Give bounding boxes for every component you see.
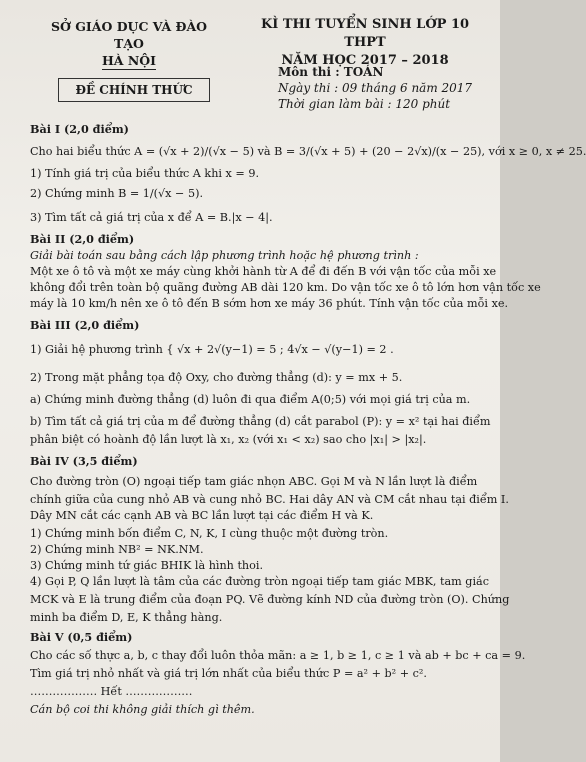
- subject-line: Môn thi : TOÁN: [278, 65, 384, 79]
- exam-text-line: 4) Gọi P, Q lần lượt là tâm của các đường tròn ngoại tiếp tam giác MBK, tam giác: [30, 575, 489, 588]
- date-line: Ngày thi : 09 tháng 6 năm 2017: [278, 81, 473, 95]
- problem-heading: Bài I (2,0 điểm): [30, 122, 129, 136]
- exam-text-line: Giải bài toán sau bằng cách lập phương trình hoặc hệ phương trình :: [30, 249, 419, 262]
- exam-meta: [278, 64, 472, 112]
- exam-title: KÌ THI TUYỂN SINH LỚP 10 THPT: [260, 17, 470, 50]
- official-exam-box: ĐỀ CHÍNH THỨC: [58, 78, 210, 102]
- exam-text-line: 1) Chứng minh bốn điểm C, N, K, I cùng thuộc một đường tròn.: [30, 527, 389, 540]
- exam-heading: [240, 16, 490, 70]
- exam-text-line: ……………… Hết ………………: [30, 685, 193, 698]
- problem-heading: Bài III (2,0 điểm): [30, 318, 140, 332]
- exam-text-line: MCK và E là trung điểm của đoạn PQ. Vẽ đường kính ND của đường tròn (O). Chứng: [30, 593, 510, 606]
- exam-text-line: 3) Tìm tất cả giá trị của x để A = B.|x − 4|.: [30, 211, 273, 224]
- exam-text-line: b) Tìm tất cả giá trị của m để đường thẳng (d) cắt parabol (P): y = x² tại hai điểm: [30, 415, 491, 428]
- department-heading: [34, 18, 224, 70]
- exam-text-line: 2) Chứng minh B = 1/(√x − 5).: [30, 187, 204, 200]
- exam-text-line: Cho hai biểu thức A = (√x + 2)/(√x − 5) và B = 3/(√x + 5) + (20 − 2√x)/(x − 25), với x ≥ 0, x ≠ 25.: [30, 145, 586, 158]
- exam-text-line: 2) Trong mặt phẳng tọa độ Oxy, cho đường thẳng (d): y = mx + 5.: [30, 371, 403, 384]
- exam-text-line: chính giữa của cung nhỏ AB và cung nhỏ BC. Hai dây AN và CM cắt nhau tại điểm I.: [30, 493, 509, 506]
- problem-heading: Bài V (0,5 điểm): [30, 630, 133, 644]
- duration-line: Thời gian làm bài : 120 phút: [278, 97, 451, 111]
- exam-text-line: Cho các số thực a, b, c thay đổi luôn thỏa mãn: a ≥ 1, b ≥ 1, c ≥ 1 và ab + bc + ca = 9.: [30, 649, 526, 662]
- exam-text-line: 1) Tính giá trị của biểu thức A khi x = 9.: [30, 167, 260, 180]
- exam-text-line: Cho đường tròn (O) ngoại tiếp tam giác nhọn ABC. Gọi M và N lần lượt là điểm: [30, 475, 478, 488]
- exam-text-line: phân biệt có hoành độ lần lượt là x₁, x₂ (với x₁ < x₂) sao cho |x₁| > |x₂|.: [30, 433, 427, 446]
- exam-text-line: Dây MN cắt các cạnh AB và BC lần lượt tại các điểm H và K.: [30, 509, 374, 522]
- exam-text-line: Cán bộ coi thi không giải thích gì thêm.: [30, 703, 255, 716]
- exam-text-line: máy là 10 km/h nên xe ô tô đến B sớm hơn xe máy 36 phút. Tính vận tốc của mỗi xe.: [30, 297, 509, 310]
- exam-text-line: không đổi trên toàn bộ quãng đường AB dài 120 km. Do vận tốc xe ô tô lớn hơn vận tốc xe: [30, 281, 541, 294]
- department-line-2: HÀ NỘI: [101, 53, 157, 68]
- exam-text-line: minh ba điểm D, E, K thẳng hàng.: [30, 611, 223, 624]
- exam-text-line: Tìm giá trị nhỏ nhất và giá trị lớn nhất của biểu thức P = a² + b² + c².: [30, 667, 427, 680]
- exam-text-line: 2) Chứng minh NB² = NK.NM.: [30, 543, 204, 556]
- exam-text-line: Một xe ô tô và một xe máy cùng khởi hành từ A để đi đến B với vận tốc của mỗi xe: [30, 265, 497, 278]
- school-year: NĂM HỌC 2017 – 2018: [281, 53, 449, 68]
- exam-text-line: 1) Giải hệ phương trình { √x + 2√(y−1) = 5 ; 4√x − √(y−1) = 2 .: [30, 343, 394, 356]
- department-line-1: SỞ GIÁO DỤC VÀ ĐÀO TẠO: [50, 19, 208, 51]
- problem-heading: Bài IV (3,5 điểm): [30, 454, 138, 468]
- exam-text-line: 3) Chứng minh tứ giác BHIK là hình thoi.: [30, 559, 264, 572]
- exam-text-line: a) Chứng minh đường thẳng (d) luôn đi qua điểm A(0;5) với mọi giá trị của m.: [30, 393, 471, 406]
- problem-heading: Bài II (2,0 điểm): [30, 232, 135, 246]
